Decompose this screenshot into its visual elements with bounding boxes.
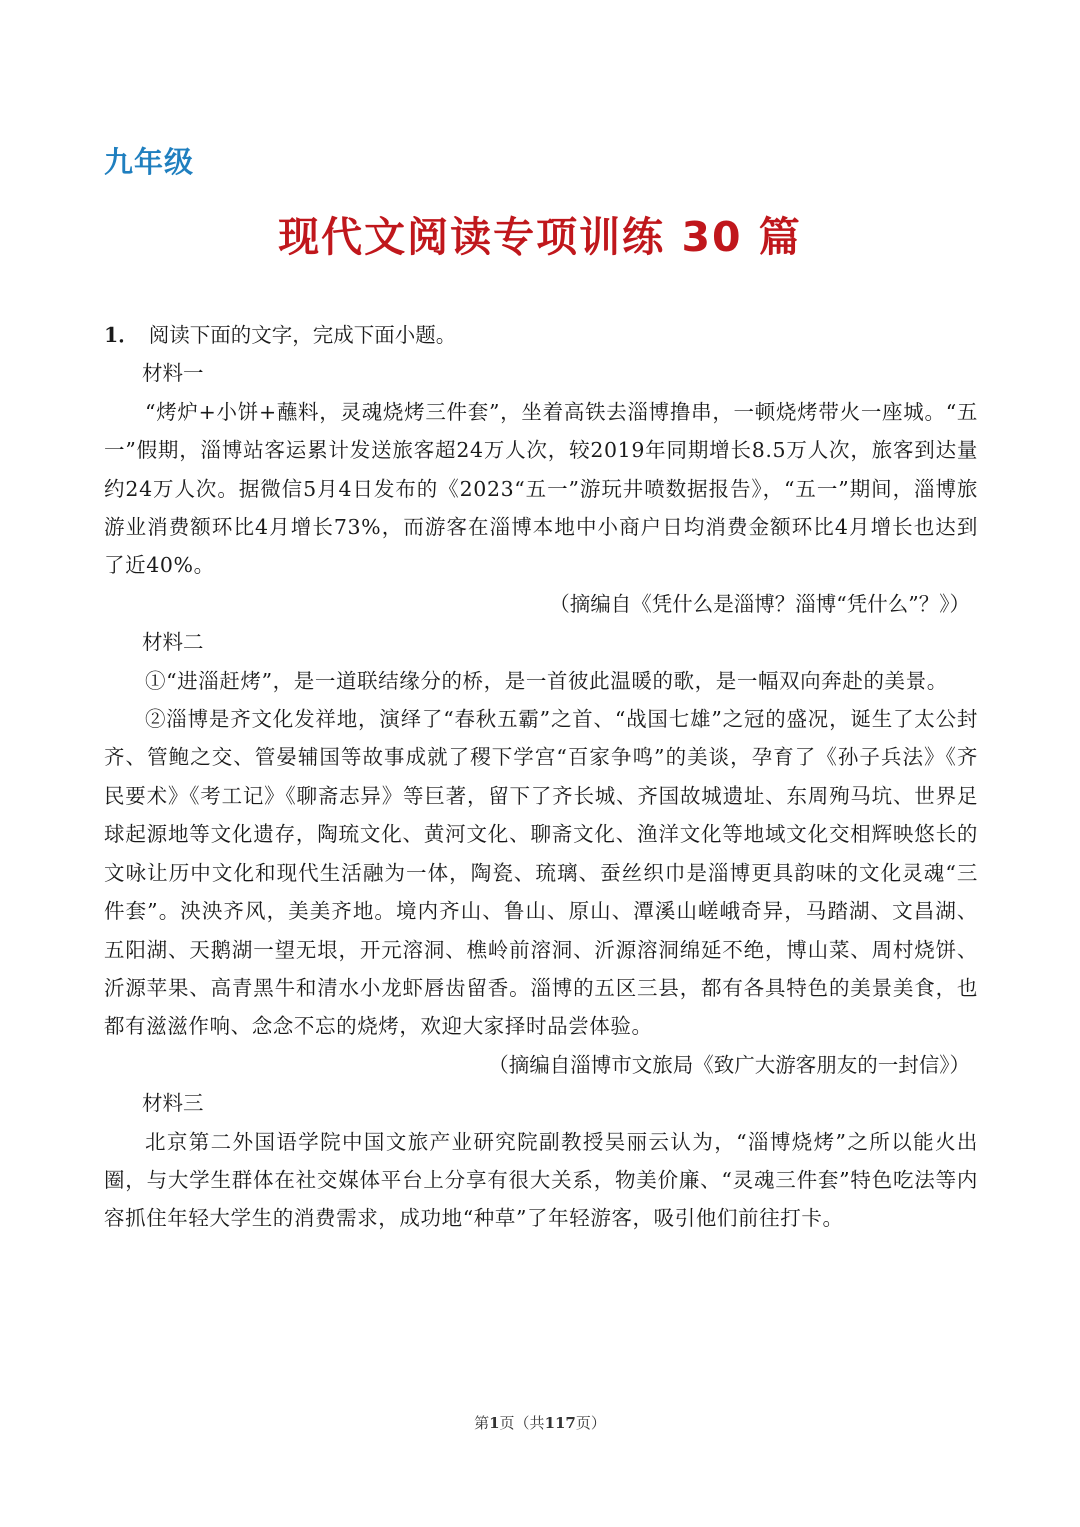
material-2-label: 材料二 — [142, 630, 204, 655]
footer-total-pages: 117 — [544, 1414, 576, 1432]
page-title: 现代文阅读专项训练 30 篇 — [278, 213, 802, 261]
document-body — [104, 316, 978, 1238]
material-3-paragraph: 北京第二外国语学院中国文旅产业研究院副教授吴丽云认为，“淄博烧烤”之所以能火出圈，与大学生群体在社交媒体平台上分享有很大关系，物美价廉、“灵魂三件套”特色吃法等内容抓住年轻大学生的消费需求，成功地“种草”了年轻游客，吸引他们前往打卡。 — [104, 1129, 978, 1231]
question-text: 阅读下面的文字，完成下面小题。 — [148, 323, 457, 347]
page-footer — [0, 1412, 1080, 1433]
question-number: 1． — [104, 323, 139, 347]
material-1-paragraph: “烤炉+小饼+蘸料，灵魂烧烤三件套”，坐着高铁去淄博撸串，一顿烧烤带火一座城。“五一”假期，淄博站客运累计发送旅客超24万人次，较2019年同期增长8.5万人次，旅客到达量约24万人次。据微信5月4日发布的《2023“五一”游玩井喷数据报告》，“五一”期间，淄博旅游业消费额环比4月增长73%，而游客在淄博本地中小商户日均消费金额环比4月增长也达到了近40%。 — [104, 399, 978, 578]
material-1-label: 材料一 — [142, 361, 204, 386]
grade-label: 九年级 — [104, 145, 195, 179]
material-3-label: 材料三 — [142, 1091, 204, 1116]
question-instruction — [104, 316, 978, 354]
material-2-paragraph-2: ②淄博是齐文化发祥地，演绎了“春秋五霸”之首、“战国七雄”之冠的盛况，诞生了太公封齐、管鲍之交、管晏辅国等故事成就了稷下学宫“百家争鸣”的美谈，孕育了《孙子兵法》《齐民要术》《考工记》《聊斋志异》等巨著，留下了齐长城、齐国故城遗址、东周殉马坑、世界足球起源地等文化遗存，陶琉文化、黄河文化、聊斋文化、渔洋文化等地域文化交相辉映悠长的文咏让历中文化和现代生活融为一体，陶瓷、琉璃、蚕丝织巾是淄博更具韵味的文化灵魂“三件套”。泱泱齐风，美美齐地。境内齐山、鲁山、原山、潭溪山嵯峨奇异，马踏湖、文昌湖、五阳湖、天鹅湖一望无垠，开元溶洞、樵岭前溶洞、沂源溶洞绵延不绝，博山菜、周村烧饼、沂源苹果、高青黑牛和清水小龙虾唇齿留香。淄博的五区三县，都有各具特色的美景美食，也都有滋滋作响、念念不忘的烧烤，欢迎大家择时品尝体验。 — [104, 707, 978, 1039]
material-2-paragraph-1: ①“进淄赶烤”，是一道联结缘分的桥，是一首彼此温暖的歌，是一幅双向奔赴的美景。 — [145, 668, 948, 693]
material-2-source: （摘编自淄博市文旅局《致广大游客朋友的一封信》） — [488, 1052, 970, 1077]
footer-middle: 页（共 — [499, 1414, 545, 1432]
footer-suffix: 页） — [575, 1414, 606, 1432]
footer-current-page: 1 — [489, 1414, 500, 1432]
footer-prefix: 第 — [474, 1414, 490, 1432]
material-1-source: （摘编自《凭什么是淄博？淄博“凭什么”？》） — [549, 591, 970, 616]
